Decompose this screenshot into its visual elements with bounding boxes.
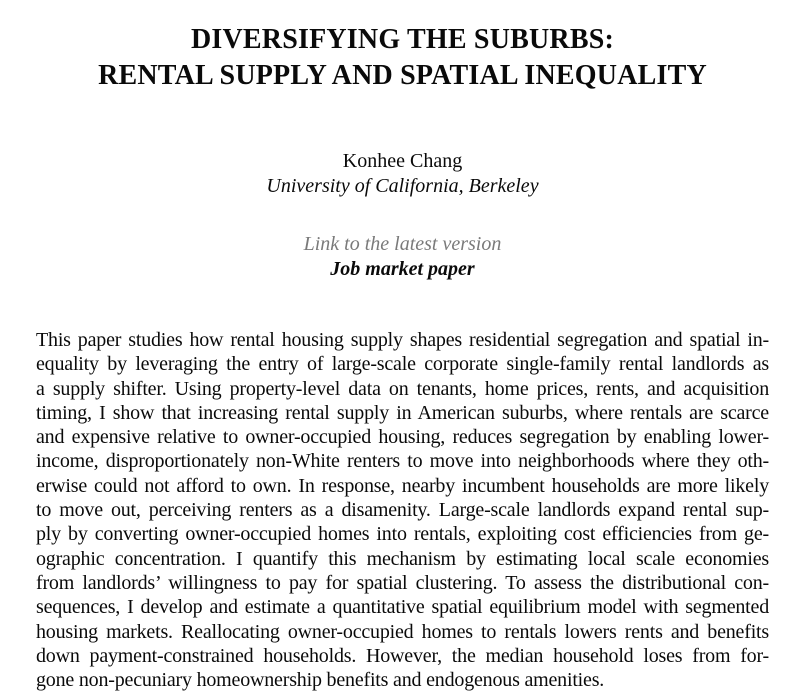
author-name: Konhee Chang: [342, 150, 463, 172]
abstract-line: from landlords’ willingness to pay for spatial clustering. To assess the distributional con-: [36, 571, 769, 594]
version-block: [0, 232, 805, 282]
abstract-line: down payment-constrained households. However, the median household loses from for-: [36, 644, 769, 667]
abstract-line: erwise could not afford to own. In response, nearby incumbent households are more likely: [36, 474, 769, 497]
abstract-line: This paper studies how rental housing supply shapes residential segregation and spatial in-: [36, 329, 769, 351]
abstract-line: to move out, perceiving renters as a disamenity. Large-scale landlords expand rental sup-: [36, 499, 769, 522]
abstract-line: ographic concentration. I quantify this mechanism by estimating local scale economies: [36, 547, 769, 570]
abstract-line: income, disproportionately non-White renters to move into neighborhoods where they oth-: [36, 450, 769, 473]
abstract-line: equality by leveraging the entry of large-scale corporate single-family rental landlords as: [36, 353, 769, 376]
latest-version-link[interactable]: Link to the latest version: [303, 233, 502, 255]
abstract-line: sequences, I develop and estimate a quantitative spatial equilibrium model with segmented: [36, 596, 769, 619]
paper-title-page: [0, 22, 805, 700]
paper-title-line2: RENTAL SUPPLY AND SPATIAL INEQUALITY: [98, 60, 707, 91]
abstract-line: a supply shifter. Using property-level data on tenants, home prices, rents, and acquisition: [36, 377, 769, 400]
author-block: [0, 149, 805, 199]
job-market-paper-label: Job market paper: [330, 258, 475, 280]
abstract-text: [36, 328, 769, 692]
abstract-line: ply by converting owner-occupied homes into rentals, exploiting cost efficiencies from ge-: [36, 523, 769, 546]
abstract-line: housing markets. Reallocating owner-occupied homes to rentals lowers rents and benefits: [36, 620, 769, 643]
paper-title: [0, 22, 805, 94]
abstract-line: timing, I show that increasing rental supply in American suburbs, where rentals are scarce: [36, 401, 769, 424]
author-affiliation: University of California, Berkeley: [266, 175, 539, 197]
abstract-line: and expensive relative to owner-occupied housing, reduces segregation by enabling lower-: [36, 426, 769, 449]
paper-title-line1: DIVERSIFYING THE SUBURBS:: [190, 24, 615, 55]
abstract-line: gone non-pecuniary homeownership benefits and endogenous amenities.: [36, 669, 605, 692]
